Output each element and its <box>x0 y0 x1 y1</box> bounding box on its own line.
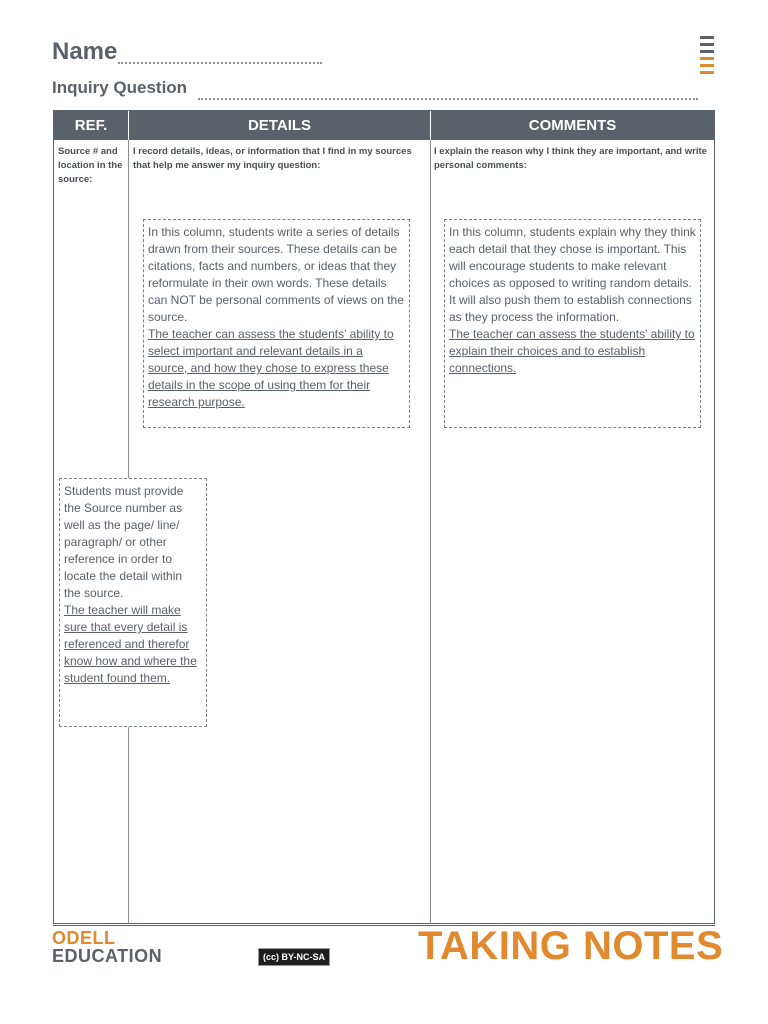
note-text: Students must provide the Source number as well as the page/ line/ paragraph/ or other reference in order to locate the detail within the source. <box>64 484 184 600</box>
column-header-details: DETAILS <box>247 117 312 134</box>
ref-subheading: Source # and location in the source: <box>58 146 123 185</box>
ref-note <box>59 478 207 727</box>
note-assessment-text: The teacher will make sure that every detail is referenced and therefor know how and where the student found them. <box>64 603 197 685</box>
column-header-ref: REF. <box>74 117 108 134</box>
name-label: Name <box>52 38 118 65</box>
header-divider <box>128 111 129 140</box>
inquiry-question-label: Inquiry Question <box>52 78 188 97</box>
logo-education: EDUCATION <box>52 946 163 966</box>
cc-icon: (cc) <box>263 952 282 962</box>
column-header-comments: COMMENTS <box>528 117 617 134</box>
cc-license-badge <box>258 948 330 966</box>
logo-odell: ODELL <box>52 928 116 948</box>
column-divider <box>430 111 431 924</box>
header-divider <box>430 111 431 140</box>
note-assessment-text: The teacher can assess the students’ ability to explain their choices and to establish connections. <box>449 327 695 375</box>
note-assessment-text: The teacher can assess the students’ ability to select important and relevant details in a source, and how they chose to express these details in the scope of using them for their research purpose. <box>148 327 394 409</box>
note-text: In this column, students explain why they think each detail that they chose is important. This will encourage students to make relevant choices as opposed to writing random details. It will also push them to establish connections as they process the information. <box>449 225 696 324</box>
comments-subheading: I explain the reason why I think they are important, and write personal comments: <box>434 146 707 171</box>
details-note <box>143 219 410 428</box>
details-subheading: I record details, ideas, or information that I find in my sources that help me answer my inquiry question: <box>133 146 412 171</box>
name-field[interactable] <box>118 62 322 64</box>
comments-note <box>444 219 701 428</box>
page-title: TAKING NOTES <box>418 924 724 968</box>
license-text: BY-NC-SA <box>281 952 326 962</box>
note-text: In this column, students write a series of details drawn from their sources. These details can be citations, facts and numbers, or ideas that they reformulate in their own words. These details can NOT be personal comments of views on the source. <box>148 225 404 324</box>
logo-bars-icon <box>700 36 714 78</box>
inquiry-question-field[interactable] <box>198 98 698 100</box>
